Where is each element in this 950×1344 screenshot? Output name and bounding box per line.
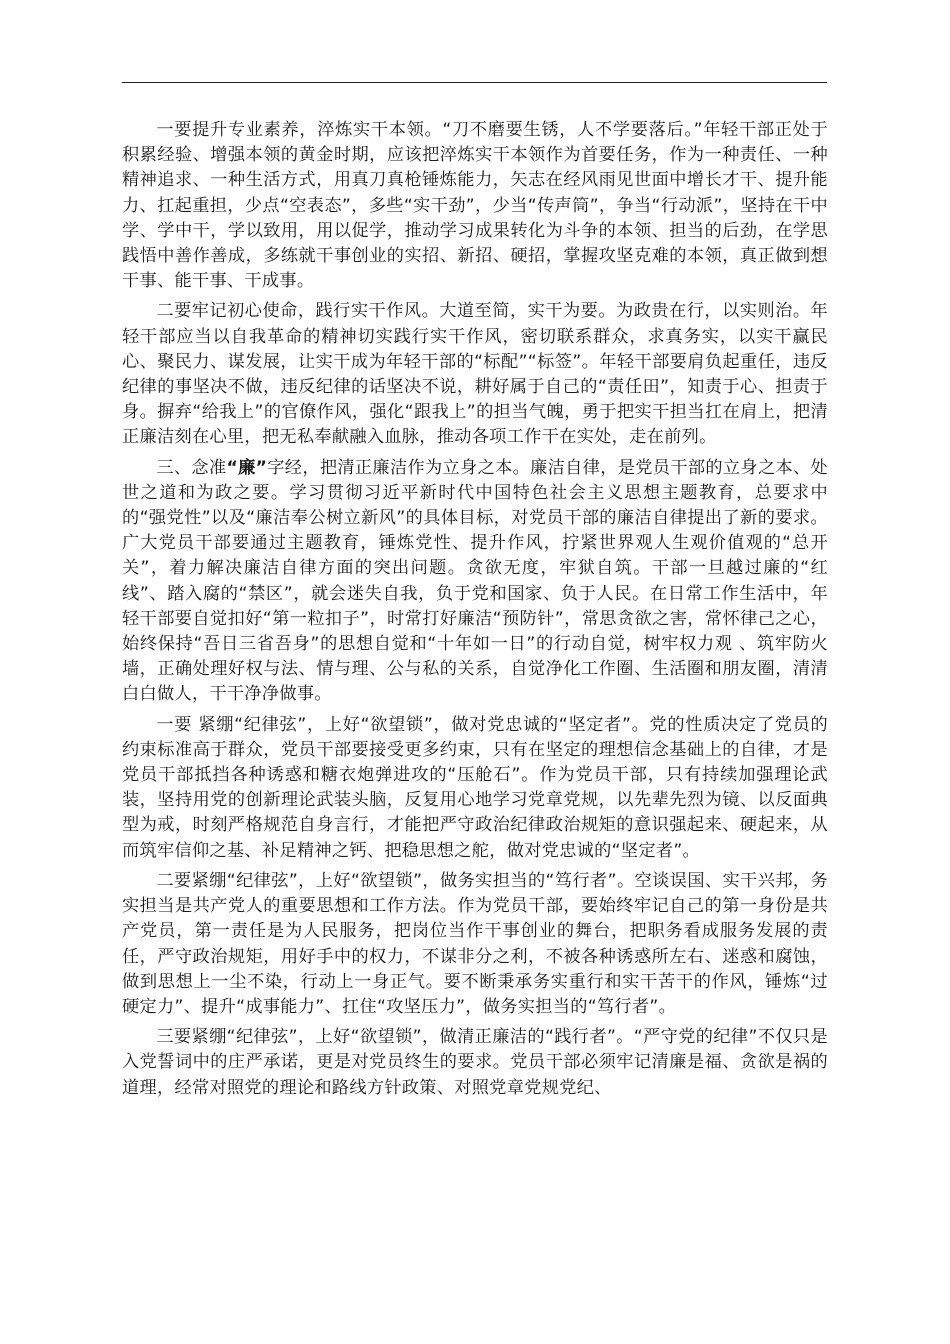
header-divider: [122, 82, 827, 83]
paragraph-6: 三要紧绷“纪律弦”，上好“欲望锁”，做清正廉洁的“践行者”。“严守党的纪律”不仅只是入党誓词中的庄严承诺，更是对党员终生的要求。党员干部必须牢记清廉是福、贪欲是祸的道理，经常对照党的理论和路线方针政策、对照党章党规党纪、: [122, 1027, 828, 1098]
paragraph-3-lead: 三、念准: [156, 457, 227, 478]
document-body: [122, 118, 828, 1106]
paragraph-3-bold-term: “廉”: [226, 457, 268, 478]
paragraph-3: [122, 456, 828, 708]
paragraph-2: 二要牢记初心使命，践行实干作风。大道至简，实干为要。为政贵在行，以实则治。年轻干部应当以自我革命的精神切实践行实干作风，密切联系群众，求真务实，以实干赢民心、聚民力、谋发展，让实干成为年轻干部的“标配”“标签”。年轻干部要肩负起重任，违反纪律的事坚决不做，违反纪律的话坚决不说，耕好属于自己的“责任田”，知责于心、担责于身。摒弃“给我上”的官僚作风，强化“跟我上”的担当气魄，勇于把实干担当扛在肩上，把清正廉洁刻在心里，把无私奉献融入血脉，推动各项工作干在实处，走在前列。: [122, 301, 828, 448]
paragraph-3-text: 字经，把清正廉洁作为立身之本。廉洁自律，是党员干部的立身之本、处世之道和为政之要。学习贯彻习近平新时代中国特色社会主义思想主题教育，总要求中的“强党性”以及“廉洁奉公树立新风”的具体目标，对党员干部的廉洁自律提出了新的要求。广大党员干部要通过主题教育，锤炼党性、提升作风，拧紧世界观人生观价值观的“总开关”，着力解决廉洁自律方面的突出问题。贪欲无度，牢狱自筑。干部一旦越过廉的“红线”、踏入腐的“禁区”，就会迷失自我，负于党和国家、负于人民。在日常工作生活中，年轻干部要自觉扣好“第一粒扣子”，时常打好廉洁“预防针”，常思贪欲之害，常怀律己之心，始终保持“吾日三省吾身”的思想自觉和“十年如一日”的行动自觉，树牢权力观 、筑牢防火墙，正确处理好权与法、情与理、公与私的关系，自觉净化工作圈、生活圈和朋友圈，清清白白做人，干干净净做事。: [122, 457, 828, 705]
paragraph-5: 二要紧绷“纪律弦”，上好“欲望锁”，做务实担当的“笃行者”。空谈误国、实干兴邦，务实担当是共产党人的重要思想和工作方法。作为党员干部，要始终牢记自己的第一身份是共产党员，第一责任是为人民服务，把岗位当作干事创业的舞台，把职务看成服务发展的责任，严守政治规矩，用好手中的权力，不谋非分之利，不被各种诱惑所左右、迷惑和腐蚀，做到思想上一尘不染，行动上一身正气。要不断秉承务实重行和实干苦干的作风，锤炼“过硬定力”、提升“成事能力”、扛住“攻坚压力”，做务实担当的“笃行者”。: [122, 870, 828, 1017]
paragraph-1: 一要提升专业素养，淬炼实干本领。“刀不磨要生锈，人不学要落后。”年轻干部正处于积累经验、增强本领的黄金时期，应该把淬炼实干本领作为首要任务，作为一种责任、一种精神追求、一种生活方式，用真刀真枪锤炼能力，矢志在经风雨见世面中增长才干、提升能力、扛起重担，少点“空表态”，多些“实干劲”，少当“传声筒”，争当“行动派”，坚持在干中学、学中干，学以致用，用以促学，推动学习成果转化为斗争的本领、担当的后劲，在学思践悟中善作善成，多练就干事创业的实招、新招、硬招，掌握攻坚克难的本领，真正做到想干事、能干事、干成事。: [122, 120, 828, 292]
paragraph-4: 一要 紧绷“纪律弦”，上好“欲望锁”，做对党忠诚的“坚定者”。党的性质决定了党员的约束标准高于群众，党员干部要接受更多约束，只有在坚定的理想信念基础上的自律，才是党员干部抵挡各种诱惑和糖衣炮弹进攻的“压舱石”。作为党员干部，只有持续加强理论武装，坚持用党的创新理论武装头脑，反复用心地学习党章党规，以先辈先烈为镜、以反面典型为戒，时刻严格规范自身言行，才能把严守政治纪律政治规矩的意识强起来、硬起来，从而筑牢信仰之基、补足精神之钙、把稳思想之舵，做对党忠诚的“坚定者”。: [122, 714, 828, 861]
